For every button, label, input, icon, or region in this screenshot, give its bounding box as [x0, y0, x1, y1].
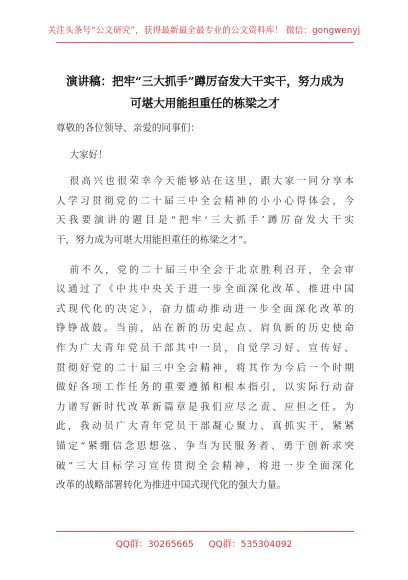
- greeting: 大家好！: [69, 149, 108, 161]
- header-banner: 关注头条号“公文研究”，获得最新最全最专业的公文资料库！ 微信：gongwenyj: [47, 26, 361, 36]
- footer-qq-group-1: QQ群：30265665: [115, 540, 194, 550]
- paragraph-line: 贯彻好党的二十届三中全会精神，将其作为今后一个时期: [56, 362, 354, 374]
- paragraph-line: 干，努力成为可堪大用能担重任的栋梁之才”。: [56, 234, 253, 246]
- footer-divider: [56, 531, 354, 532]
- paragraph-line: 破”三大目标学习宣传贯彻全会精神，将进一步全面深化: [56, 460, 354, 472]
- footer: [0, 537, 408, 550]
- paragraph-line: 很高兴也很荣幸今天能够站在这里，跟大家一同分享本: [69, 176, 354, 188]
- paragraph-line: 力谱写新时代改革新篇章是我们应尽之责、应担之任。为: [56, 401, 354, 413]
- paragraph-line: 铮铮战鼓。当前，站在新的历史起点、肩负新的历史使命: [56, 323, 354, 335]
- title-line-2: 可堪大用能担重任的栋梁之才: [130, 96, 280, 110]
- paragraph-1: [56, 172, 354, 250]
- document-title: [56, 70, 354, 114]
- paragraph-line: 此，我动员广大青年党员干部凝心聚力、真抓实干，紧紧: [56, 421, 354, 433]
- salutation: 尊敬的各位领导、亲爱的同事们：: [56, 123, 200, 134]
- paragraph-2: [56, 261, 354, 496]
- header-divider: [56, 42, 354, 43]
- paragraph-line: 人学习贯彻党的二十届三中全会精神的小小心得体会，今: [56, 195, 354, 207]
- paragraph-line: 改革的战略部署转化为推进中国式现代化的强大力量。: [56, 480, 287, 492]
- paragraph-line: 式现代化的决定》，奋力擂动推动进一步全面深化改革的: [56, 303, 354, 315]
- paragraph-line: 锚定“紧绷信念思想弦、争当为民服务者、勇于创新求突: [56, 440, 354, 452]
- paragraph-line: 做好各项工作任务的重要遵循和根本指引，以实际行动奋: [56, 382, 354, 394]
- footer-qq-group-2: QQ群：535304092: [208, 540, 293, 550]
- paragraph-line: 前不久，党的二十届三中全会于北京胜利召开，全会审: [69, 264, 354, 276]
- paragraph-line: 作为广大青年党员干部其中一员，自觉学习好、宣传好、: [56, 342, 354, 354]
- paragraph-line: 议通过了《中共中央关于进一步全面深化改革、推进中国: [56, 284, 354, 296]
- paragraph-line: 天我要演讲的题目是“把牢‘三大抓手’蹲厉奋发大干实: [56, 215, 354, 227]
- document-body: [56, 119, 354, 496]
- title-line-1: 演讲稿：把牢“三大抓手”蹲厉奋发大干实干，努力成为: [66, 74, 344, 88]
